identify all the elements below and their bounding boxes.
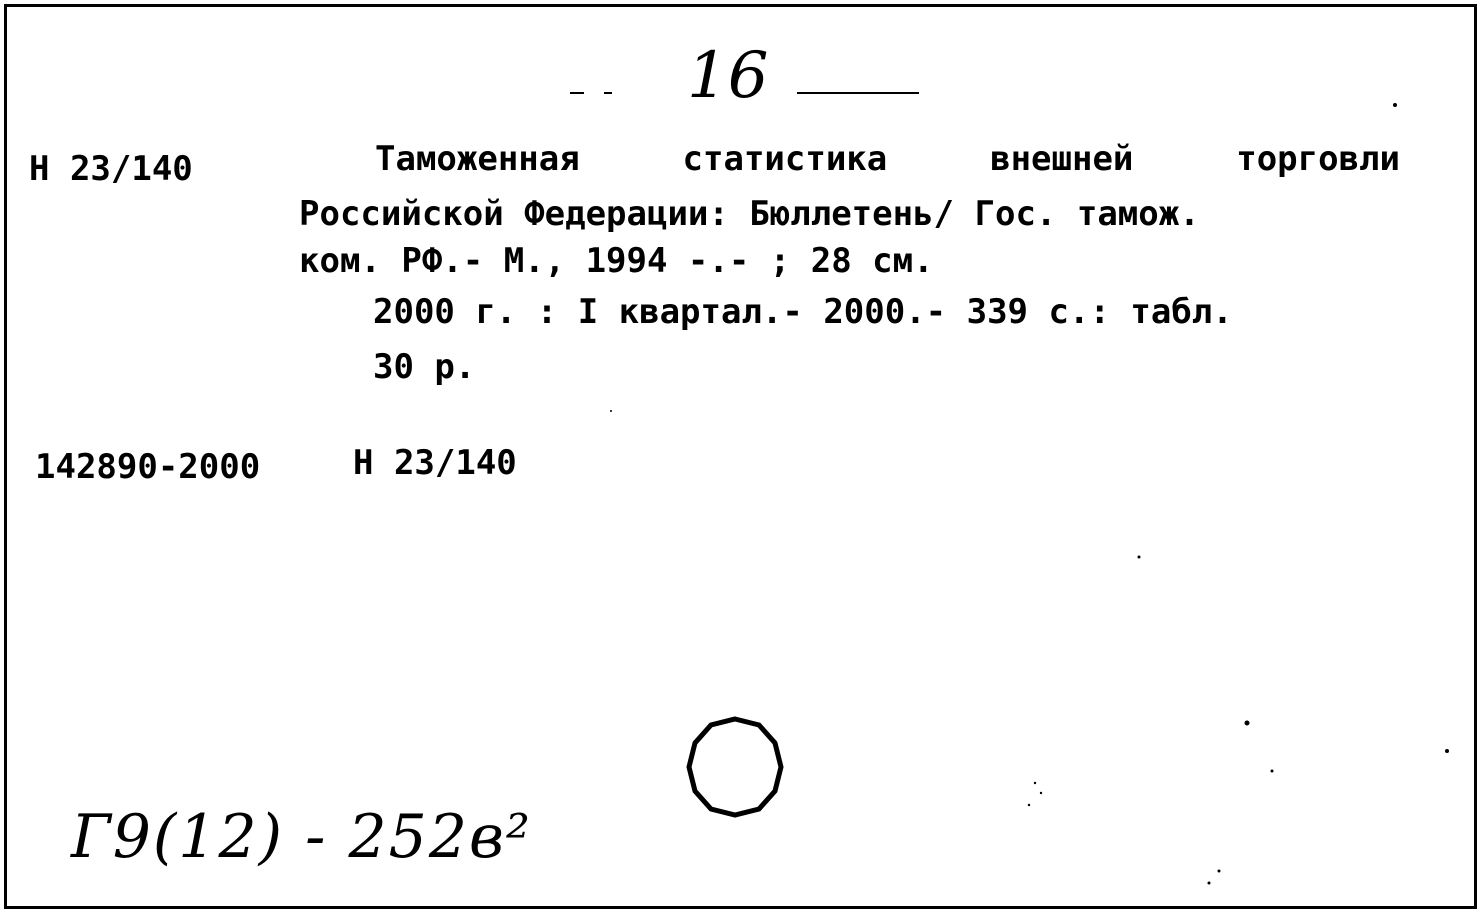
description-line-2: Российской Федерации: Бюллетень/ Гос. тамож. [299, 194, 1200, 234]
page-number: 16 [687, 39, 769, 113]
price-line: 30 р. [373, 347, 476, 387]
title-word-1: Таможенная [375, 139, 580, 179]
title-word-2: статистика [682, 139, 888, 179]
call-number: Н 23/140 [29, 149, 193, 189]
catalog-card [4, 4, 1477, 909]
accession-call-number: Н 23/140 [353, 443, 517, 483]
accession-number: 142890-2000 [35, 447, 261, 487]
handwritten-code: Г9(12) - 252в² [71, 802, 532, 872]
volume-line: 2000 г. : I квартал.- 2000.- 339 с.: табл. [373, 292, 1233, 332]
title-line [375, 139, 1400, 179]
title-word-3: внешней [990, 139, 1134, 179]
title-word-4: торговли [1236, 139, 1400, 179]
description-line-3: ком. РФ.- М., 1994 -.- ; 28 см. [299, 241, 934, 281]
